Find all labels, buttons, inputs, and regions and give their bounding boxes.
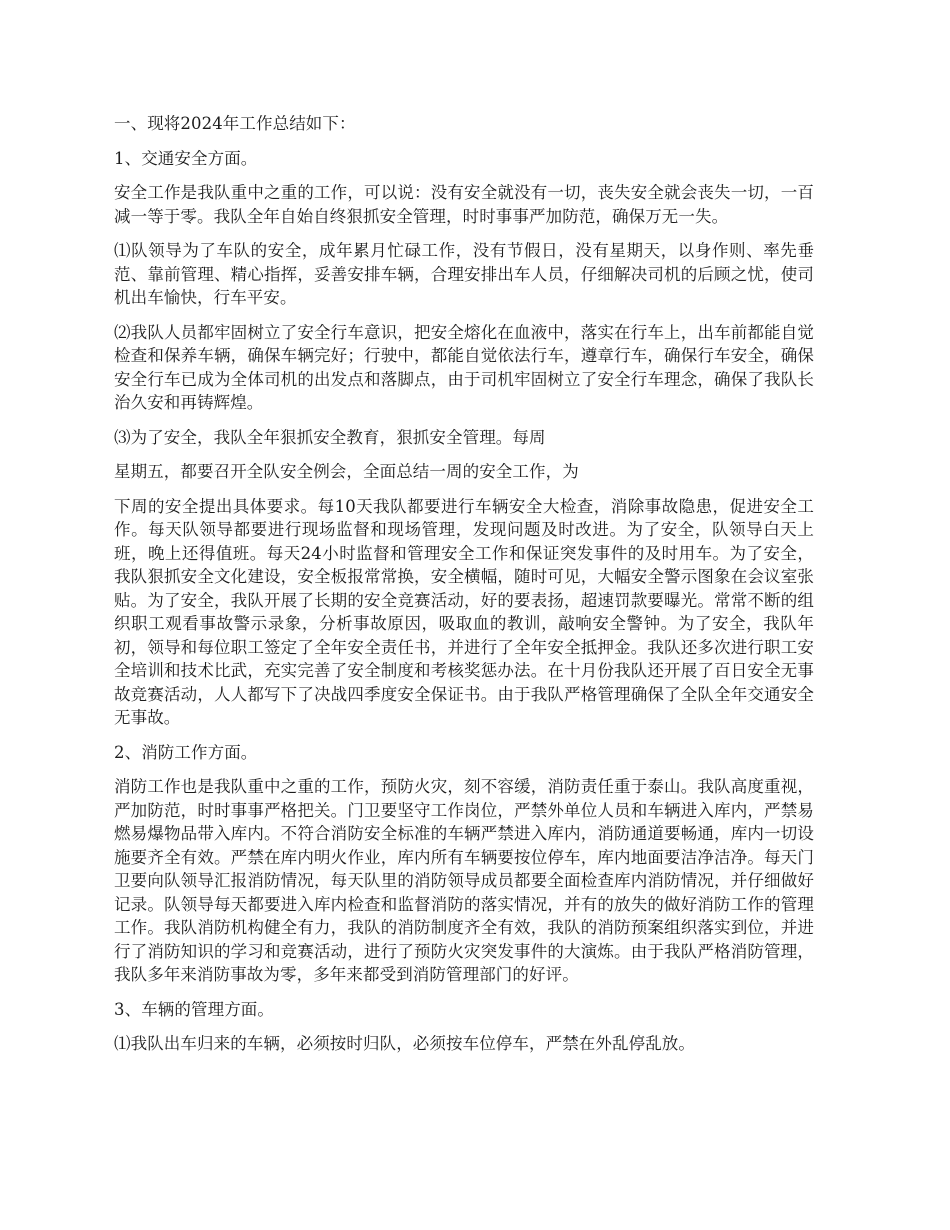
paragraph: ⑵我队人员都牢固树立了安全行车意识，把安全熔化在血液中，落实在行车上，出车前都能自觉检查和保养车辆，确保车辆完好；行驶中，都能自觉依法行车，遵章行车，确保行车安全，确保安全行车已成为全体司机的出发点和落脚点，由于司机牢固树立了安全行车理念，确保了我队长治久安和再铸辉煌。	[114, 322, 814, 412]
paragraph: 消防工作也是我队重中之重的工作，预防火灾，刻不容缓，消防责任重于泰山。我队高度重视，严加防范，时时事事严格把关。门卫要坚守工作岗位，严禁外单位人员和车辆进入库内，严禁易燃易爆物品带入库内。不符合消防安全标准的车辆严禁进入库内，消防通道要畅通，库内一切设施要齐全有效。严禁在库内明火作业，库内所有车辆要按位停车，库内地面要洁净洁净。每天门卫要向队领导汇报消防情况，每天队里的消防领导成员都要全面检查库内消防情况，并仔细做好记录。队领导每天都要进入库内检查和监督消防的落实情况，并有的放失的做好消防工作的管理工作。我队消防机构健全有力，我队的消防制度齐全有效，我队的消防预案组织落实到位，并进行了消防知识的学习和竞赛活动，进行了预防火灾突发事件的大演炼。由于我队严格消防管理，我队多年来消防事故为零，多年来都受到消防管理部门的好评。	[114, 777, 814, 984]
paragraph: 星期五，都要召开全队安全例会，全面总结一周的安全工作，为	[114, 462, 579, 481]
section-intro-heading: 一、现将2024年工作总结如下：	[114, 114, 356, 133]
paragraph: ⑶为了安全，我队全年狠抓安全教育，狠抓安全管理。每周	[114, 427, 546, 447]
section-2-heading: 2、消防工作方面。	[114, 742, 258, 762]
document-page	[114, 112, 814, 1067]
paragraph: ⑴我队出车归来的车辆，必须按时归队，必须按车位停车，严禁在外乱停乱放。	[114, 1034, 695, 1053]
section-1-heading: 1、交通安全方面。	[114, 148, 258, 168]
section-3-heading: 3、车辆的管理方面。	[114, 999, 274, 1019]
paragraph: ⑴队领导为了车队的安全，成年累月忙碌工作，没有节假日，没有星期天，以身作则、率先垂范、靠前管理、精心指挥，妥善安排车辆，合理安排出车人员，仔细解决司机的后顾之忧，使司机出车愉快，行车平安。	[114, 241, 814, 307]
paragraph: 安全工作是我队重中之重的工作，可以说：没有安全就没有一切，丧失安全就会丧失一切，一百减一等于零。我队全年自始自终狠抓安全管理，时时事事严加防范，确保万无一失。	[114, 183, 814, 226]
paragraph: 下周的安全提出具体要求。每10天我队都要进行车辆安全大检查，消除事故隐患，促进安全工作。每天队领导都要进行现场监督和现场管理，发现问题及时改进。为了安全，队领导白天上班，晚上还得值班。每天24小时监督和管理安全工作和保证突发事件的及时用车。为了安全，我队狠抓安全文化建设，安全板报常常换，安全横幅，随时可见，大幅安全警示图象在会议室张贴。为了安全，我队开展了长期的安全竞赛活动，好的要表扬，超速罚款要曝光。常常不断的组织职工观看事故警示录象，分析事故原因，吸取血的教训，敲响安全警钟。为了安全，我队年初，领导和每位职工签定了全年安全责任书，并进行了全年安全抵押金。我队还多次进行职工安全培训和技术比武，充实完善了安全制度和考核奖惩办法。在十月份我队还开展了百日安全无事故竞赛活动，人人都写下了决战四季度安全保证书。由于我队严格管理确保了全队全年交通安全无事故。	[114, 496, 814, 727]
